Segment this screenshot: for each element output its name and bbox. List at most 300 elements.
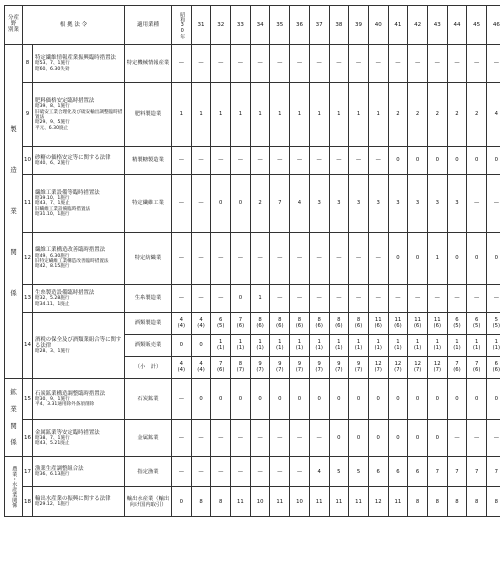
value-main: 1 [455, 338, 459, 345]
value-cell [368, 313, 388, 335]
value-cell: 0 [487, 233, 500, 285]
value-cell: 8 [467, 487, 487, 517]
value-paren: (7) [256, 366, 264, 373]
value-main: 12 [433, 360, 441, 367]
value-cell: 1 [290, 83, 310, 147]
value-main: 1 [494, 338, 499, 345]
value-cell: — [467, 285, 487, 313]
law-note: 旧特定繊維工業構造改善臨時措置法 [35, 258, 109, 264]
value-main: 9 [317, 360, 321, 367]
value-cell [270, 357, 290, 379]
value-cell: 0 [231, 379, 251, 420]
header-year: 38 [329, 6, 349, 45]
value-cell [309, 313, 329, 335]
law-note: 昭39.10、1施行 [35, 196, 70, 202]
value-paren: (7) [374, 366, 382, 373]
value-cell: 1 [172, 83, 192, 147]
value-cell: — [368, 233, 388, 285]
value-cell: 0 [211, 175, 231, 233]
value-main: 11 [374, 316, 382, 323]
industry-cell: 酒類製造業 [125, 313, 172, 335]
value-cell [211, 357, 231, 379]
header-year: 40 [368, 6, 388, 45]
value-main: 1 [258, 338, 262, 345]
value-paren: (1) [256, 344, 264, 351]
header-industry: 適用業種 [125, 6, 172, 45]
value-cell [349, 335, 369, 357]
value-cell [270, 335, 290, 357]
value-cell: 2 [388, 83, 408, 147]
value-cell: 0 [487, 379, 500, 420]
value-main: 8 [337, 316, 341, 323]
law-note: 昭28、3、1施行 [35, 349, 70, 355]
industry-cell: 特定繊維工業 [125, 175, 172, 233]
value-cell [290, 335, 310, 357]
value-cell: 4 [290, 175, 310, 233]
value-main: 7 [219, 360, 223, 367]
value-cell: 6 [368, 457, 388, 487]
value-cell: 1 [349, 83, 369, 147]
value-cell: — [172, 420, 192, 457]
value-cell: — [408, 45, 428, 83]
value-cell [172, 335, 192, 357]
value-cell: 1 [231, 83, 251, 147]
value-main: 1 [356, 338, 361, 345]
value-cell: — [447, 45, 467, 83]
table-row [5, 379, 500, 420]
law-title: 漁業生産調整組合法 [35, 466, 84, 472]
value-cell: 0 [408, 233, 428, 285]
value-cell: — [329, 45, 349, 83]
value-cell: — [329, 147, 349, 175]
value-cell: 1 [211, 83, 231, 147]
law-cell [33, 83, 125, 147]
value-paren: (1) [453, 344, 461, 351]
industry-cell: 酒類販売業 [125, 335, 172, 357]
value-cell: 0 [250, 379, 270, 420]
value-paren: (1) [236, 344, 245, 351]
value-cell: — [211, 420, 231, 457]
value-cell [408, 335, 428, 357]
value-cell: 1 [427, 233, 447, 285]
value-cell: 8 [191, 487, 211, 517]
value-cell: 1 [250, 285, 270, 313]
category-char: 係 [10, 438, 17, 447]
value-cell [270, 313, 290, 335]
value-cell: 8 [427, 487, 447, 517]
value-main: 6 [474, 316, 479, 323]
value-cell: 0 [349, 420, 369, 457]
value-cell: 5 [349, 457, 369, 487]
value-cell: 0 [290, 379, 310, 420]
law-note: 平4、3.31通用除外条項削除 [35, 402, 95, 408]
value-paren: (1) [472, 344, 481, 351]
value-cell [427, 335, 447, 357]
value-cell [467, 335, 487, 357]
header-year: 39 [349, 6, 369, 45]
value-cell: — [368, 285, 388, 313]
value-main: 1 [474, 338, 479, 345]
value-paren: (6) [216, 366, 225, 373]
value-cell: — [309, 147, 329, 175]
value-cell [309, 357, 329, 379]
value-cell: — [191, 420, 211, 457]
industry-cell: 肥料製造業 [125, 83, 172, 147]
value-cell [290, 357, 310, 379]
value-cell: 3 [329, 175, 349, 233]
value-main: 1 [435, 338, 439, 345]
value-cell: 2 [427, 83, 447, 147]
cartel-statistics-table [4, 5, 500, 517]
law-title: 輸出水産業の振興に関する法律 [35, 496, 111, 502]
value-cell: 0 [368, 379, 388, 420]
value-cell: — [231, 45, 251, 83]
value-paren: (1) [335, 344, 343, 351]
value-cell: — [349, 147, 369, 175]
value-cell: — [250, 457, 270, 487]
value-cell: 7 [487, 457, 500, 487]
value-cell: — [290, 457, 310, 487]
row-number: 14 [23, 313, 33, 379]
value-cell: 0 [388, 233, 408, 285]
law-title: 繊維工業構造改善臨時措置法 [35, 247, 106, 254]
category-mining [5, 379, 23, 457]
table-row [5, 147, 500, 175]
value-cell: — [368, 45, 388, 83]
value-cell: — [290, 45, 310, 83]
category-char: 関 [10, 421, 17, 430]
value-cell: 8 [408, 487, 428, 517]
value-paren: (6) [433, 322, 442, 329]
value-cell: 8 [447, 487, 467, 517]
value-cell: 0 [487, 147, 500, 175]
law-note: 旧繊維工業設備臨時措置法 [35, 206, 91, 212]
value-cell: — [270, 457, 290, 487]
value-main: 8 [356, 316, 361, 323]
row-number: 15 [23, 379, 33, 420]
value-cell: 1 [250, 83, 270, 147]
industry-cell: 石炭鉱業 [125, 379, 172, 420]
value-cell: — [487, 420, 500, 457]
category-char: 業 [10, 207, 17, 216]
value-main: 8 [297, 316, 302, 323]
value-cell: 4 [487, 83, 500, 147]
value-cell: 3 [447, 175, 467, 233]
value-cell: 0 [231, 175, 251, 233]
value-cell: — [368, 147, 388, 175]
value-cell: 8 [487, 487, 500, 517]
value-cell: 0 [211, 379, 231, 420]
value-cell [447, 313, 467, 335]
law-title: 石炭鉱業構造調整臨時措置法 [35, 390, 106, 397]
value-main: 4 [199, 360, 203, 367]
value-cell: 0 [467, 147, 487, 175]
value-cell [309, 335, 329, 357]
value-cell: 0 [427, 420, 447, 457]
value-cell: 8 [211, 487, 231, 517]
value-main: 7 [238, 316, 243, 323]
value-paren: (1) [413, 344, 422, 351]
value-cell: 0 [408, 147, 428, 175]
value-main: 9 [258, 360, 262, 367]
value-cell [368, 357, 388, 379]
value-cell: 1 [329, 83, 349, 147]
law-note: 昭49、6.30施行 [35, 253, 70, 259]
value-paren: (1) [295, 344, 304, 351]
value-paren: (4) [177, 322, 186, 329]
value-main: 0 [199, 341, 203, 348]
value-cell: — [487, 285, 500, 313]
value-main: 9 [337, 360, 341, 367]
value-cell [290, 313, 310, 335]
law-note: 昭29、9、5施行 [35, 120, 70, 126]
value-cell: — [467, 175, 487, 233]
value-cell [250, 357, 270, 379]
value-cell: — [270, 147, 290, 175]
value-cell: — [172, 233, 192, 285]
value-cell: 11 [329, 487, 349, 517]
value-cell: — [467, 420, 487, 457]
value-cell: — [388, 285, 408, 313]
value-cell [427, 357, 447, 379]
header-category-text: 別業 [7, 26, 19, 33]
value-main: 8 [317, 316, 321, 323]
table-row [5, 487, 500, 517]
law-title: 生糸製造設備臨時措置法 [35, 290, 95, 297]
row-number: 18 [23, 487, 33, 517]
law-note: 昭53、7、1施行 [35, 61, 70, 67]
value-cell: — [447, 285, 467, 313]
value-main: 8 [278, 316, 282, 323]
value-paren: (4) [197, 366, 205, 373]
value-cell: 0 [388, 147, 408, 175]
value-cell: 0 [467, 379, 487, 420]
value-cell [427, 313, 447, 335]
value-cell [447, 357, 467, 379]
value-cell: 6 [408, 457, 428, 487]
value-cell: 3 [408, 175, 428, 233]
law-note: 昭43、5.21廃止 [35, 441, 70, 447]
law-cell [33, 147, 125, 175]
value-cell: 0 [447, 379, 467, 420]
value-main: 6 [219, 316, 223, 323]
industry-cell: 特定機械情報産業 [125, 45, 172, 83]
value-cell: 0 [191, 379, 211, 420]
value-cell [191, 313, 211, 335]
table-row [5, 175, 500, 233]
value-cell: 2 [447, 83, 467, 147]
value-cell: — [211, 457, 231, 487]
value-cell: — [349, 285, 369, 313]
value-cell: — [427, 45, 447, 83]
value-cell: 0 [329, 379, 349, 420]
value-cell [211, 335, 231, 357]
value-main: 4 [179, 316, 184, 323]
law-note: 昭38、7、1施行 [35, 436, 70, 442]
value-cell [388, 357, 408, 379]
value-cell: — [191, 233, 211, 285]
value-paren: (6) [276, 322, 284, 329]
value-cell: — [349, 233, 369, 285]
header-year: 43 [427, 6, 447, 45]
value-cell [349, 357, 369, 379]
value-cell: 1 [270, 83, 290, 147]
value-cell [211, 313, 231, 335]
value-cell: 3 [309, 175, 329, 233]
table-row [5, 45, 500, 83]
value-paren: (1) [394, 344, 402, 351]
law-title: 金属鉱業等安定臨時措置法 [35, 429, 100, 436]
value-cell: — [231, 233, 251, 285]
value-cell: 0 [388, 379, 408, 420]
value-cell: — [172, 45, 192, 83]
value-cell: 12 [368, 487, 388, 517]
value-paren: (5) [453, 322, 461, 329]
value-cell [250, 313, 270, 335]
value-cell [250, 335, 270, 357]
row-number: 9 [23, 83, 33, 147]
value-cell: 11 [270, 487, 290, 517]
industry-cell: 指定漁業 [125, 457, 172, 487]
value-cell: 1 [309, 83, 329, 147]
value-paren: (7) [354, 366, 363, 373]
value-cell: — [290, 147, 310, 175]
value-paren: (7) [236, 366, 245, 373]
industry-cell: （小 計） [125, 357, 172, 379]
value-main: 11 [414, 316, 421, 323]
value-paren: (7) [315, 366, 323, 373]
value-cell: 11 [231, 487, 251, 517]
value-main: 1 [376, 338, 380, 345]
value-paren: (5) [216, 322, 225, 329]
value-paren: (4) [197, 322, 205, 329]
value-cell [231, 313, 251, 335]
value-main: 8 [258, 316, 262, 323]
value-cell: — [250, 233, 270, 285]
value-paren: (6) [315, 322, 323, 329]
value-main: 1 [278, 338, 282, 345]
header-year: 41 [388, 6, 408, 45]
value-cell: 11 [388, 487, 408, 517]
row-number: 10 [23, 147, 33, 175]
value-cell [329, 357, 349, 379]
value-cell: 7 [467, 457, 487, 487]
law-note: 昭39、8、1施行 [35, 104, 70, 110]
value-cell: — [487, 175, 500, 233]
value-cell: 7 [427, 457, 447, 487]
value-cell: 0 [368, 420, 388, 457]
header-category-text: 野 [10, 21, 17, 28]
value-cell: — [270, 420, 290, 457]
value-cell: 3 [427, 175, 447, 233]
value-cell: 0 [329, 420, 349, 457]
value-paren: (7) [335, 366, 343, 373]
header-category-text: 分産 [7, 15, 19, 22]
value-paren: (1) [492, 344, 500, 351]
value-cell [172, 357, 192, 379]
value-paren: (7) [394, 366, 402, 373]
header-year: 45 [467, 6, 487, 45]
value-paren: (6) [492, 366, 500, 373]
value-cell: — [191, 147, 211, 175]
value-cell: 2 [250, 175, 270, 233]
value-main: 1 [297, 338, 302, 345]
value-paren: (6) [256, 322, 264, 329]
value-paren: (6) [472, 366, 481, 373]
row-number: 8 [23, 45, 33, 83]
law-cell [33, 175, 125, 233]
category-char: 業 [10, 404, 17, 413]
value-paren: (1) [374, 344, 382, 351]
value-cell: 6 [388, 457, 408, 487]
value-paren: (6) [354, 322, 363, 329]
table-row [5, 420, 500, 457]
industry-cell: 輸出水産業（輸出向け国内取引） [125, 487, 172, 517]
category-mfg [5, 45, 23, 379]
value-cell: 7 [270, 175, 290, 233]
value-paren: (6) [413, 322, 422, 329]
value-main: 12 [394, 360, 402, 367]
value-cell [172, 313, 192, 335]
value-main: 7 [455, 360, 459, 367]
law-note: 旧硫安工業合理化及び硫安輸出調整臨時措置法 [35, 109, 123, 120]
value-cell: 7 [447, 457, 467, 487]
value-cell: 1 [368, 83, 388, 147]
header-year: 31 [191, 6, 211, 45]
value-cell: 0 [172, 487, 192, 517]
value-cell: — [172, 379, 192, 420]
value-main: 1 [415, 338, 420, 345]
value-cell: 0 [467, 233, 487, 285]
value-paren: (7) [413, 366, 422, 373]
row-number: 16 [23, 420, 33, 457]
value-main: 4 [179, 360, 184, 367]
category-char: 鉱 [10, 388, 17, 396]
value-main: 1 [219, 338, 223, 345]
value-cell: — [191, 45, 211, 83]
value-cell [191, 357, 211, 379]
value-cell: 10 [290, 487, 310, 517]
header-year: 昭和30年 [172, 6, 192, 45]
value-cell: — [349, 45, 369, 83]
value-main: 1 [317, 338, 321, 345]
value-cell: — [270, 233, 290, 285]
value-main: 1 [396, 338, 400, 345]
value-cell: — [250, 420, 270, 457]
category-char: 製 [10, 125, 17, 134]
header-year: 37 [309, 6, 329, 45]
value-cell: — [172, 147, 192, 175]
value-cell: 0 [447, 233, 467, 285]
value-cell [408, 357, 428, 379]
value-cell: — [270, 45, 290, 83]
value-cell: 0 [309, 379, 329, 420]
value-cell: — [329, 285, 349, 313]
header-year: 36 [290, 6, 310, 45]
value-cell: 11 [309, 487, 329, 517]
value-main: 0 [179, 341, 184, 348]
value-cell [349, 313, 369, 335]
law-cell [33, 420, 125, 457]
value-cell [487, 335, 500, 357]
value-cell: — [250, 45, 270, 83]
value-paren: (6) [453, 366, 461, 373]
value-paren: (6) [295, 322, 304, 329]
value-cell: — [172, 175, 192, 233]
law-title: 繊維工業設備等臨時措置法 [35, 189, 100, 196]
value-main: 11 [433, 316, 441, 323]
category-char: 関 [10, 247, 17, 256]
